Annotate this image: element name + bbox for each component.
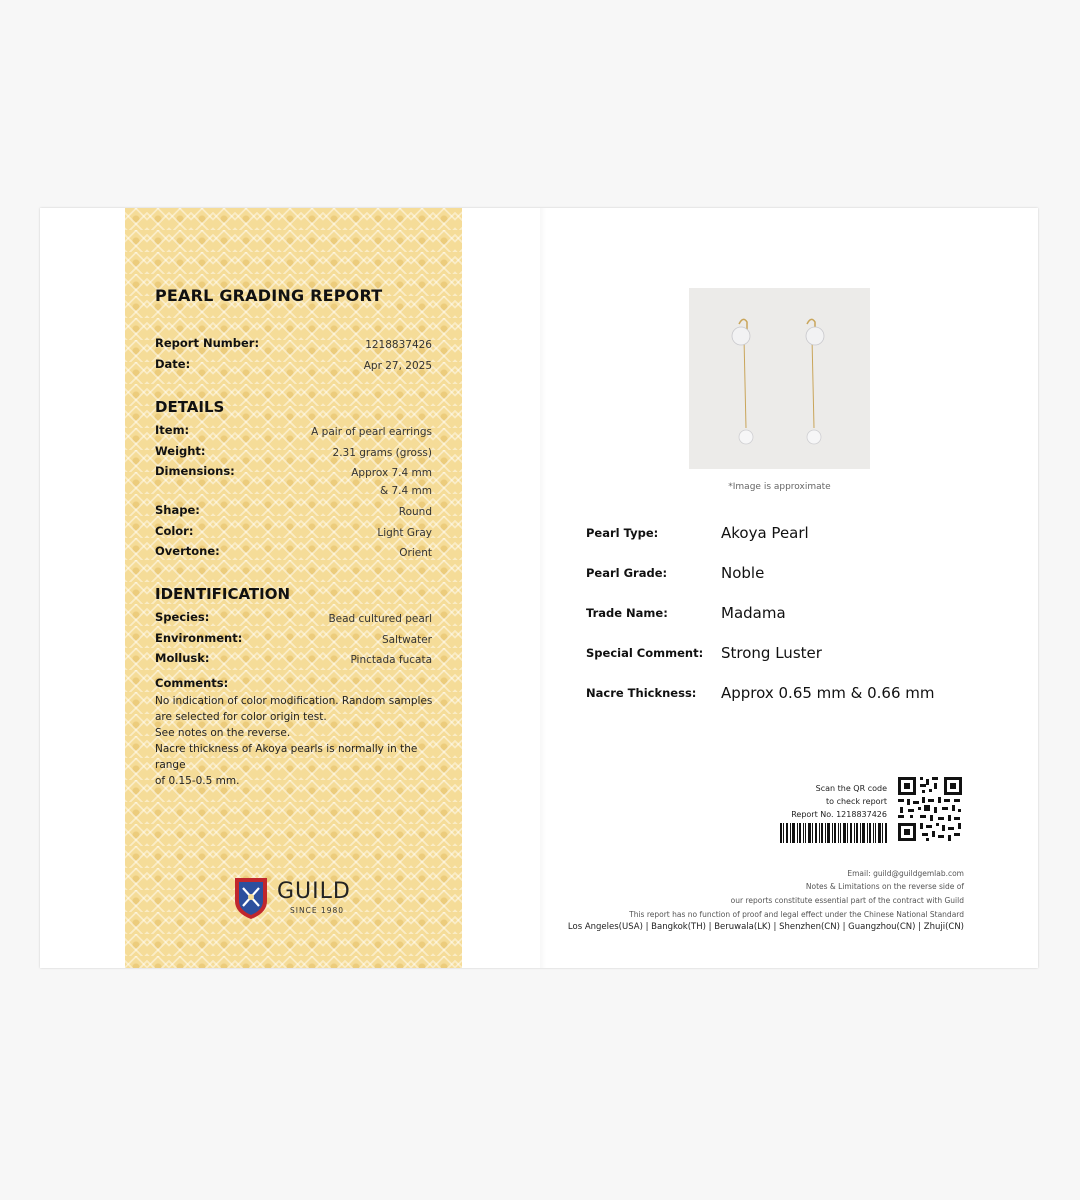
report-title: PEARL GRADING REPORT [155,286,383,305]
logo-wordmark: GUILD [277,879,351,904]
dimensions-value-line2: & 7.4 mm [379,485,432,497]
page-fold [540,208,546,968]
footer-cities: Los Angeles(USA) | Bangkok(TH) | Beruwala(LK) | Shenzhen(CN) | Guangzhou(CN) | Zhuji(CN) [567,922,964,932]
environment-value: Saltwater [381,634,432,646]
spec-label: Trade Name: [586,606,668,620]
weight-value: 2.31 grams (gross) [332,447,432,459]
report-number-value: 1218837426 [365,339,432,351]
date-value: Apr 27, 2025 [363,360,432,372]
spec-label: Pearl Grade: [586,566,668,580]
footer-note: Notes & Limitations on the reverse side of [805,882,964,891]
qr-line: Scan the QR code [815,784,887,793]
overtone-value: Orient [399,547,432,559]
item-value: A pair of pearl earrings [311,426,432,438]
shield-icon [232,875,270,921]
spec-value: Approx 0.65 mm & 0.66 mm [721,684,935,702]
spec-label: Pearl Type: [586,526,659,540]
report-sheet [40,208,1038,968]
mollusk-label: Mollusk: [155,651,210,665]
guild-logo [232,873,362,923]
shape-label: Shape: [155,503,200,517]
spec-label: Special Comment: [586,646,704,660]
overtone-label: Overtone: [155,544,220,558]
earrings-photo [689,288,870,469]
footer-note: This report has no function of proof and legal effect under the Chinese National Standard [629,910,964,919]
environment-label: Environment: [155,631,243,645]
qr-instructions [785,782,887,821]
barcode-icon [780,823,887,843]
comment-line: are selected for color origin test. [155,711,327,723]
comment-line: Nacre thickness of Akoya pearls is normally in the range [155,743,418,771]
identification-heading: IDENTIFICATION [155,585,291,603]
date-label: Date: [155,357,191,371]
comments-label: Comments: [155,676,229,690]
weight-label: Weight: [155,444,206,458]
qr-report-number: Report No. 1218837426 [791,810,887,819]
dimensions-label: Dimensions: [155,464,235,478]
spec-value: Madama [721,604,786,622]
report-number-label: Report Number: [155,336,260,350]
spec-row-pearl-grade [586,564,1006,584]
color-label: Color: [155,524,194,538]
species-value: Bead cultured pearl [328,613,432,625]
qr-code-icon [896,775,964,843]
mollusk-value: Pinctada fucata [350,654,432,666]
spec-value: Strong Luster [721,644,822,662]
details-heading: DETAILS [155,398,225,416]
spec-row-pearl-type [586,524,1006,544]
color-value: Light Gray [377,527,432,539]
spec-row-nacre-thickness [586,684,1006,704]
spec-row-trade-name [586,604,1006,624]
spec-row-special-comment [586,644,1006,664]
comments-text [155,693,440,789]
spec-value: Noble [721,564,765,582]
comment-line: No indication of color modification. Random samples [155,695,433,707]
comment-line: of 0.15-0.5 mm. [155,775,240,787]
pearl-earrings-image [689,288,870,469]
image-caption: *Image is approximate [728,482,831,492]
left-panel [125,208,462,968]
species-label: Species: [155,610,210,624]
spec-label: Nacre Thickness: [586,686,697,700]
dimensions-value-line1: Approx 7.4 mm [351,467,432,479]
logo-since: SINCE 1980 [290,906,345,915]
footer-email: Email: guild@guildgemlab.com [847,869,964,878]
spec-value: Akoya Pearl [721,524,809,542]
item-label: Item: [155,423,190,437]
shape-value: Round [398,506,432,518]
footer-note: our reports constitute essential part of the contract with Guild [730,896,964,905]
comment-line: See notes on the reverse. [155,727,291,739]
qr-line: to check report [826,797,887,806]
